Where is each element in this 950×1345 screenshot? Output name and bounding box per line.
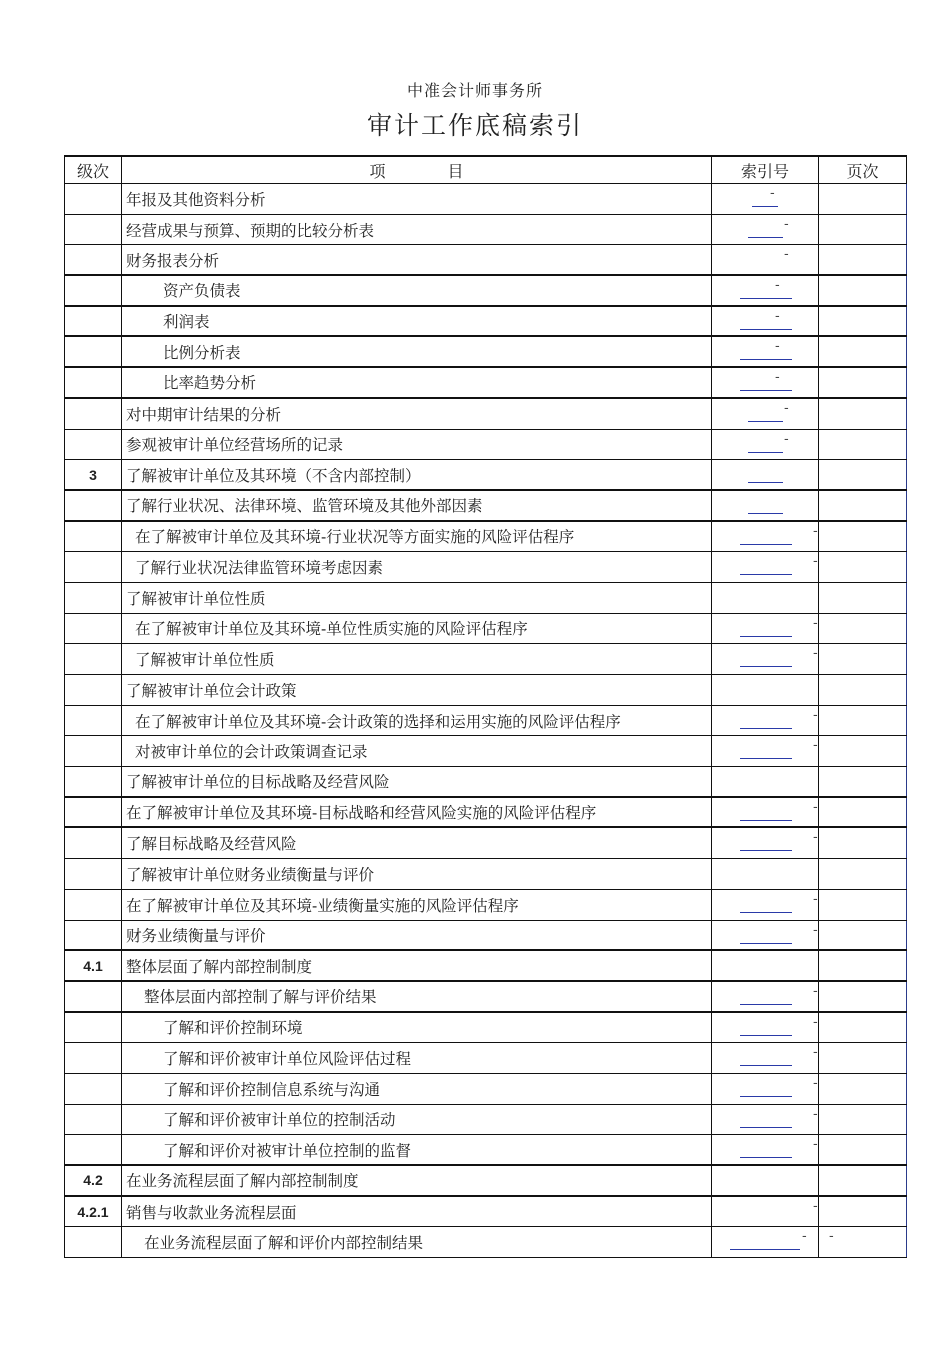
row-level xyxy=(64,337,122,366)
row-item: 在了解被审计单位及其环境-业绩衡量实施的风险评估程序 xyxy=(122,890,712,920)
page-title: 审计工作底稿索引 xyxy=(366,111,583,140)
row-item: 参观被审计单位经营场所的记录 xyxy=(122,430,712,460)
row-page xyxy=(819,1074,907,1104)
row-item: 对中期审计结果的分析 xyxy=(122,399,712,429)
row-index-cell xyxy=(712,921,819,950)
table-row xyxy=(64,644,907,675)
row-page xyxy=(819,1135,907,1164)
table-row xyxy=(64,460,907,491)
row-level xyxy=(64,1013,122,1043)
row-page xyxy=(819,798,907,827)
row-level xyxy=(64,921,122,950)
table-body xyxy=(64,184,907,1258)
row-page xyxy=(819,522,907,552)
row-level: 4.2.1 xyxy=(64,1197,122,1227)
row-index-cell xyxy=(712,245,819,274)
row-index-cell xyxy=(712,890,819,920)
index-link[interactable] xyxy=(748,434,783,453)
table-row xyxy=(64,828,907,859)
row-item: 在业务流程层面了解内部控制制度 xyxy=(122,1166,712,1195)
index-link[interactable] xyxy=(740,280,792,299)
index-dash: - xyxy=(775,308,780,324)
row-level: 4.2 xyxy=(64,1166,122,1195)
index-dash: - xyxy=(813,983,818,999)
index-dash: - xyxy=(813,707,818,723)
row-page xyxy=(819,1013,907,1043)
index-dash: - xyxy=(813,1106,818,1122)
row-page xyxy=(819,307,907,336)
row-item: 了解和评价控制信息系统与沟通 xyxy=(122,1074,712,1104)
table-row xyxy=(64,706,907,737)
index-dash: - xyxy=(775,370,780,386)
table-row xyxy=(64,1105,907,1136)
row-index-cell xyxy=(712,215,819,245)
table-row xyxy=(64,337,907,368)
row-item: 了解被审计单位财务业绩衡量与评价 xyxy=(122,859,712,889)
row-item: 在了解被审计单位及其环境-目标战略和经营风险实施的风险评估程序 xyxy=(122,798,712,827)
row-level xyxy=(64,491,122,520)
row-index-cell xyxy=(712,828,819,858)
index-dash: - xyxy=(784,400,789,416)
table-row xyxy=(64,368,907,399)
row-item: 在了解被审计单位及其环境-单位性质实施的风险评估程序 xyxy=(122,614,712,644)
row-level xyxy=(64,614,122,644)
row-item: 利润表 xyxy=(122,307,712,336)
index-table xyxy=(64,155,907,1258)
index-link[interactable] xyxy=(740,802,792,821)
row-index-cell xyxy=(712,491,819,520)
index-dash: - xyxy=(813,1045,818,1061)
index-dash: - xyxy=(802,1229,807,1245)
row-level xyxy=(64,767,122,796)
row-index-cell xyxy=(712,1197,819,1227)
row-page xyxy=(819,1166,907,1195)
row-item: 了解和评价被审计单位风险评估过程 xyxy=(122,1043,712,1073)
row-item: 整体层面了解内部控制制度 xyxy=(122,951,712,980)
row-item: 了解被审计单位会计政策 xyxy=(122,675,712,705)
header-level: 级次 xyxy=(64,157,122,183)
table-row xyxy=(64,1197,907,1228)
row-level xyxy=(64,1105,122,1135)
row-page xyxy=(819,184,907,214)
row-level: 4.1 xyxy=(64,951,122,980)
header-index: 索引号 xyxy=(712,157,819,183)
row-page xyxy=(819,368,907,397)
row-item: 销售与收款业务流程层面 xyxy=(122,1197,712,1227)
row-index-cell xyxy=(712,307,819,336)
row-page xyxy=(819,675,907,705)
row-level xyxy=(64,276,122,305)
row-index-cell xyxy=(712,706,819,736)
row-item: 在了解被审计单位及其环境-会计政策的选择和运用实施的风险评估程序 xyxy=(122,706,712,736)
index-link[interactable] xyxy=(740,341,792,360)
index-link[interactable] xyxy=(748,464,783,483)
row-index-cell xyxy=(712,798,819,827)
row-page xyxy=(819,460,907,489)
row-item: 财务报表分析 xyxy=(122,245,712,274)
table-row xyxy=(64,675,907,706)
table-row xyxy=(64,1074,907,1105)
row-page xyxy=(819,583,907,613)
index-link[interactable] xyxy=(748,219,783,238)
firm-name: 中准会计师事务所 xyxy=(406,81,543,100)
index-link[interactable] xyxy=(740,1078,792,1097)
row-page xyxy=(819,337,907,366)
row-index-cell xyxy=(712,583,819,613)
row-level xyxy=(64,675,122,705)
index-link[interactable] xyxy=(740,556,792,575)
table-row xyxy=(64,184,907,215)
row-page xyxy=(819,767,907,796)
row-level xyxy=(64,982,122,1011)
row-level xyxy=(64,798,122,827)
table-row xyxy=(64,951,907,982)
index-link[interactable] xyxy=(740,1139,792,1158)
row-level xyxy=(64,736,122,766)
header-page: 页次 xyxy=(819,157,907,183)
row-level xyxy=(64,522,122,552)
index-link[interactable] xyxy=(748,495,783,514)
table-row xyxy=(64,1013,907,1044)
index-link[interactable] xyxy=(740,832,792,851)
index-link[interactable] xyxy=(740,1017,792,1036)
index-dash: - xyxy=(784,216,789,232)
row-index-cell xyxy=(712,675,819,705)
table-row xyxy=(64,1135,907,1166)
index-link[interactable] xyxy=(740,1047,792,1066)
table-row xyxy=(64,552,907,583)
row-item: 年报及其他资料分析 xyxy=(122,184,712,214)
row-level xyxy=(64,644,122,674)
row-item: 了解被审计单位性质 xyxy=(122,583,712,613)
row-level xyxy=(64,890,122,920)
row-item: 了解被审计单位及其环境（不含内部控制） xyxy=(122,460,712,489)
row-index-cell xyxy=(712,430,819,460)
index-link[interactable] xyxy=(740,925,792,944)
table-row xyxy=(64,767,907,798)
row-page xyxy=(819,706,907,736)
table-row xyxy=(64,491,907,522)
index-dash: - xyxy=(813,523,818,539)
row-level xyxy=(64,430,122,460)
row-item: 了解行业状况、法律环境、监管环境及其他外部因素 xyxy=(122,491,712,520)
row-level xyxy=(64,706,122,736)
row-page xyxy=(819,951,907,980)
row-index-cell xyxy=(712,1074,819,1104)
row-index-cell xyxy=(712,522,819,552)
row-level xyxy=(64,368,122,397)
index-dash: - xyxy=(813,1075,818,1091)
index-dash: - xyxy=(784,431,789,447)
index-dash: - xyxy=(775,339,780,355)
row-index-cell xyxy=(712,460,819,489)
row-page xyxy=(819,982,907,1011)
row-page xyxy=(819,890,907,920)
row-item: 在了解被审计单位及其环境-行业状况等方面实施的风险评估程序 xyxy=(122,522,712,552)
index-dash: - xyxy=(813,738,818,754)
row-level xyxy=(64,859,122,889)
row-level xyxy=(64,307,122,336)
row-page xyxy=(819,215,907,245)
row-index-cell xyxy=(712,736,819,766)
row-index-cell xyxy=(712,552,819,582)
index-dash: - xyxy=(813,1014,818,1030)
row-item: 在业务流程层面了解和评价内部控制结果 xyxy=(122,1227,712,1257)
row-item: 资产负债表 xyxy=(122,276,712,305)
row-index-cell xyxy=(712,1043,819,1073)
index-link[interactable] xyxy=(740,894,792,913)
table-row xyxy=(64,921,907,952)
row-item: 对被审计单位的会计政策调查记录 xyxy=(122,736,712,766)
row-page xyxy=(819,276,907,305)
table-row xyxy=(64,1227,907,1258)
index-dash: - xyxy=(813,891,818,907)
table-row xyxy=(64,1043,907,1074)
index-link[interactable] xyxy=(740,526,792,545)
row-level xyxy=(64,1227,122,1257)
row-index-cell xyxy=(712,1105,819,1135)
row-index-cell xyxy=(712,982,819,1011)
row-item: 了解和评价被审计单位的控制活动 xyxy=(122,1105,712,1135)
index-link[interactable] xyxy=(740,308,792,330)
row-page xyxy=(819,828,907,858)
table-row xyxy=(64,430,907,461)
row-level xyxy=(64,399,122,429)
row-index-cell xyxy=(712,399,819,429)
row-index-cell xyxy=(712,1227,819,1257)
row-index-cell xyxy=(712,951,819,980)
index-link[interactable] xyxy=(740,648,792,667)
table-row xyxy=(64,522,907,553)
index-link[interactable] xyxy=(740,372,792,391)
row-level xyxy=(64,583,122,613)
row-page xyxy=(819,552,907,582)
row-item: 财务业绩衡量与评价 xyxy=(122,921,712,950)
row-page xyxy=(819,399,907,429)
table-row xyxy=(64,276,907,307)
row-index-cell xyxy=(712,337,819,366)
index-dash: - xyxy=(813,922,818,938)
index-dash: - xyxy=(775,278,780,294)
table-row xyxy=(64,1166,907,1197)
table-row xyxy=(64,982,907,1013)
table-row xyxy=(64,583,907,614)
row-page xyxy=(819,491,907,520)
row-item: 比率趋势分析 xyxy=(122,368,712,397)
index-dash: - xyxy=(813,615,818,631)
row-item: 了解被审计单位的目标战略及经营风险 xyxy=(122,767,712,796)
row-index-cell xyxy=(712,1166,819,1195)
table-row xyxy=(64,399,907,430)
row-item: 了解和评价控制环境 xyxy=(122,1013,712,1043)
row-index-cell xyxy=(712,184,819,214)
table-row xyxy=(64,859,907,890)
row-index-cell xyxy=(712,1135,819,1164)
row-page xyxy=(819,614,907,644)
row-level xyxy=(64,245,122,274)
index-link[interactable] xyxy=(730,1231,800,1250)
row-item: 了解被审计单位性质 xyxy=(122,644,712,674)
row-index-cell xyxy=(712,859,819,889)
row-index-cell xyxy=(712,644,819,674)
row-page xyxy=(819,1043,907,1073)
table-row xyxy=(64,798,907,829)
row-page xyxy=(819,1227,907,1257)
row-index-cell xyxy=(712,368,819,397)
index-dash: - xyxy=(784,247,789,263)
row-index-cell xyxy=(712,767,819,796)
index-dash: - xyxy=(813,830,818,846)
index-dash: - xyxy=(813,646,818,662)
index-dash: - xyxy=(770,186,775,201)
row-page xyxy=(819,644,907,674)
index-link[interactable] xyxy=(740,740,792,759)
row-item: 了解和评价对被审计单位控制的监督 xyxy=(122,1135,712,1164)
header-item: 项目 xyxy=(122,157,712,183)
index-dash: - xyxy=(813,1137,818,1153)
row-level xyxy=(64,828,122,858)
table-row xyxy=(64,245,907,276)
index-dash: - xyxy=(813,799,818,815)
row-page xyxy=(819,430,907,460)
row-item: 比例分析表 xyxy=(122,337,712,366)
row-page xyxy=(819,921,907,950)
row-index-cell xyxy=(712,1013,819,1043)
index-link[interactable] xyxy=(740,710,792,729)
row-item: 了解目标战略及经营风险 xyxy=(122,828,712,858)
row-item: 整体层面内部控制了解与评价结果 xyxy=(122,982,712,1011)
table-row xyxy=(64,736,907,767)
table-row xyxy=(64,307,907,338)
row-page xyxy=(819,245,907,274)
row-item: 经营成果与预算、预期的比较分析表 xyxy=(122,215,712,245)
row-index-cell xyxy=(712,614,819,644)
row-page xyxy=(819,1105,907,1135)
index-dash: - xyxy=(813,554,818,570)
index-link[interactable] xyxy=(740,1109,792,1128)
row-level xyxy=(64,552,122,582)
row-level xyxy=(64,1074,122,1104)
table-row xyxy=(64,890,907,921)
page-value: - xyxy=(829,1229,834,1245)
index-link[interactable] xyxy=(740,986,792,1005)
table-row xyxy=(64,215,907,246)
row-level: 3 xyxy=(64,460,122,489)
row-level xyxy=(64,184,122,214)
row-index-cell xyxy=(712,276,819,305)
row-level xyxy=(64,1043,122,1073)
table-header xyxy=(64,157,907,184)
row-level xyxy=(64,1135,122,1164)
index-link[interactable] xyxy=(748,403,783,422)
row-page xyxy=(819,1197,907,1227)
row-item: 了解行业状况法律监管环境考虑因素 xyxy=(122,552,712,582)
index-dash: - xyxy=(813,1198,818,1214)
row-page xyxy=(819,859,907,889)
row-level xyxy=(64,215,122,245)
index-link[interactable] xyxy=(740,618,792,637)
row-page xyxy=(819,736,907,766)
table-row xyxy=(64,614,907,645)
